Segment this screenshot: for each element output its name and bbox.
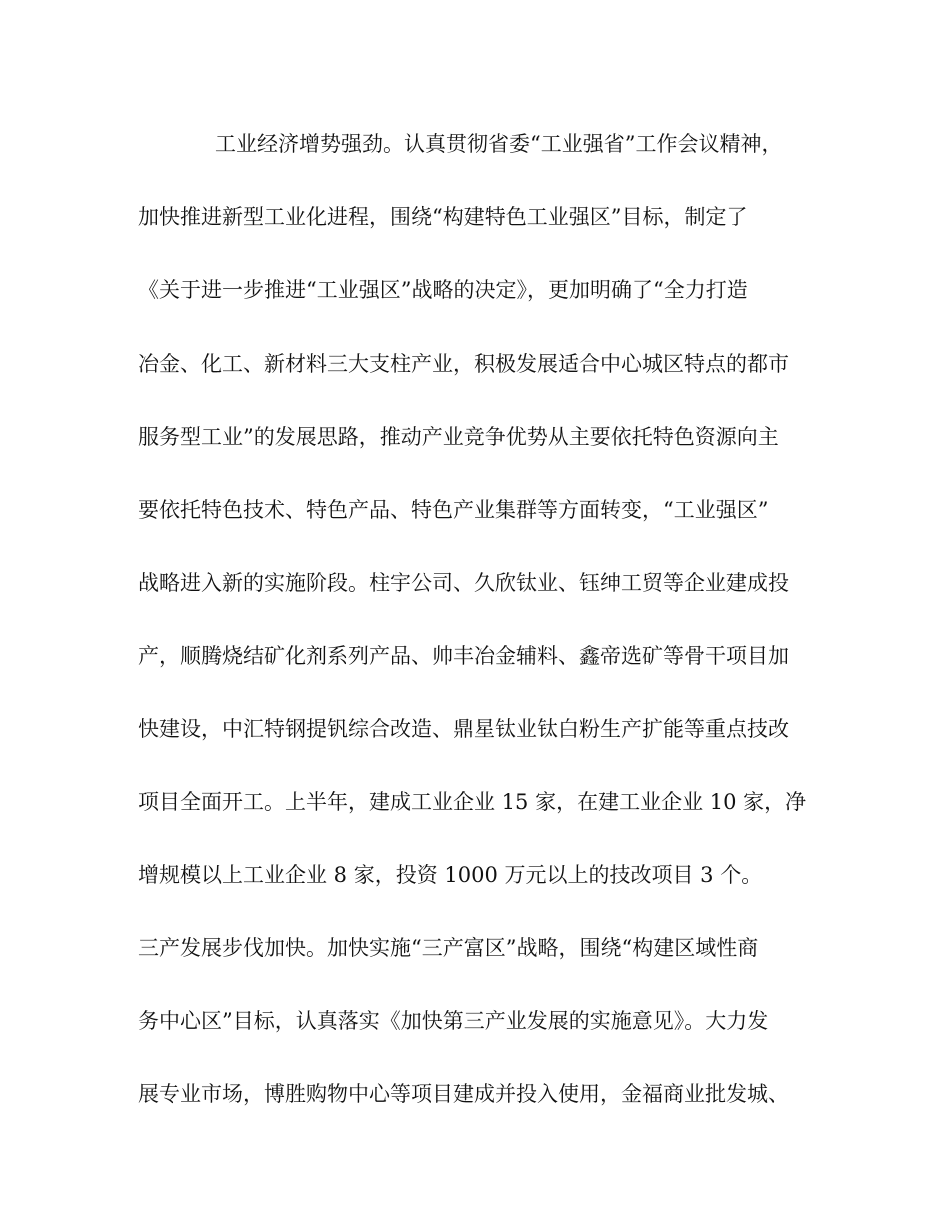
paragraph-line-1: 工业经济增势强劲。认真贯彻省委“工业强省”工作会议精神， bbox=[215, 132, 783, 156]
paragraph-line-8: 产，顺腾烧结矿化剂系列产品、帅丰冶金辅料、鑫帝选矿等骨干项目加 bbox=[138, 644, 789, 668]
paragraph-line-7: 战略进入新的实施阶段。柱宇公司、久欣钛业、钰绅工贸等企业建成投 bbox=[138, 571, 789, 595]
paragraph-line-6: 要依托特色技术、特色产品、特色产业集群等方面转变，“工业强区” bbox=[138, 498, 769, 522]
paragraph-line-2: 加快推进新型工业化进程，围绕“构建特色工业强区”目标，制定了 bbox=[138, 205, 748, 229]
paragraph-line-14: 展专业市场，博胜购物中心等项目建成并投入使用，金福商业批发城、 bbox=[138, 1082, 789, 1106]
paragraph-line-11: 增规模以上工业企业 8 家，投资 1000 万元以上的技改项目 3 个。 bbox=[138, 863, 763, 887]
paragraph-line-13: 务中心区”目标，认真落实《加快第三产业发展的实施意见》。大力发 bbox=[138, 1009, 769, 1033]
paragraph-line-12: 三产发展步伐加快。加快实施“三产富区”战略，围绕“构建区域性商 bbox=[138, 936, 759, 960]
paragraph-line-9: 快建设，中汇特钢提钒综合改造、鼎星钛业钛白粉生产扩能等重点技改 bbox=[138, 717, 789, 741]
paragraph-line-5: 服务型工业”的发展思路，推动产业竞争优势从主要依托特色资源向主 bbox=[138, 425, 779, 449]
paragraph-line-4: 冶金、化工、新材料三大支柱产业，积极发展适合中心城区特点的都市 bbox=[138, 352, 789, 376]
paragraph-line-3: 《关于进一步推进“工业强区”战略的决定》，更加明确了“全力打造 bbox=[138, 278, 748, 302]
paragraph-line-10: 项目全面开工。上半年，建成工业企业 15 家，在建工业企业 10 家，净 bbox=[138, 790, 807, 814]
